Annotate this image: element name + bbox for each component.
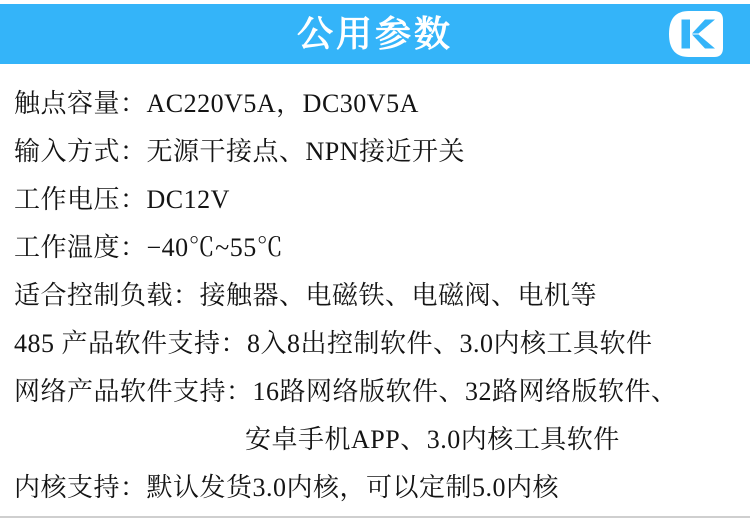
bottom-divider: [0, 516, 750, 518]
spec-line: 安卓手机APP、3.0内核工具软件: [245, 424, 620, 454]
spec-line: 工作温度：−40℃~55℃: [14, 233, 284, 263]
spec-line: 输入方式：无源干接点、NPN接近开关: [14, 137, 466, 167]
header-bar: [0, 4, 750, 64]
k-logo-icon: [668, 10, 724, 58]
spec-list: [14, 78, 742, 509]
logo-background: [669, 11, 723, 57]
spec-line: 触点容量：AC220V5A，DC30V5A: [14, 89, 419, 119]
spec-line: 内核支持：默认发货3.0内核，可以定制5.0内核: [14, 472, 560, 502]
spec-line: 适合控制负载：接触器、电磁铁、电磁阀、电机等: [14, 281, 598, 310]
spec-line: 工作电压：DC12V: [14, 185, 230, 215]
spec-line: 网络产品软件支持：16路网络版软件、32路网络版软件、: [14, 376, 678, 406]
logo-k-stem: [682, 20, 691, 49]
spec-line: 485 产品软件支持：8入8出控制软件、3.0内核工具软件: [14, 328, 653, 358]
page-title: 公用参数: [296, 14, 453, 54]
